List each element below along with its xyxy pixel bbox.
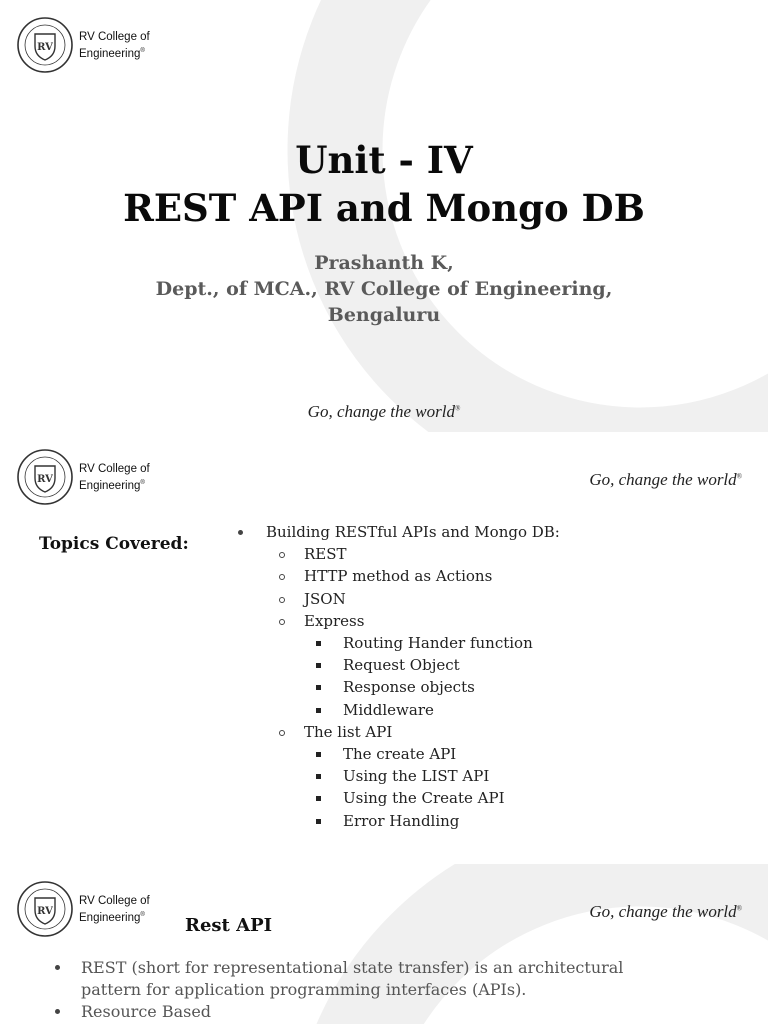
college-logo bbox=[16, 16, 150, 74]
svg-text:RV: RV bbox=[37, 474, 53, 485]
topic-item: Routing Hander function bbox=[343, 634, 533, 652]
bullet-text: REST (short for representational state transfer) is an architectural bbox=[81, 958, 624, 977]
topic-item: Using the Create API bbox=[343, 789, 505, 808]
bullet-square bbox=[316, 708, 321, 713]
tagline: Go, change the world® bbox=[589, 470, 742, 489]
college-name-line1: RV College of bbox=[79, 30, 150, 43]
college-name bbox=[79, 30, 150, 61]
bullet-circle bbox=[279, 730, 285, 736]
registered-mark: ® bbox=[140, 911, 145, 918]
registered-mark: ® bbox=[140, 47, 145, 54]
topic-item: Request Object bbox=[343, 656, 460, 675]
tagline: Go, change the world® bbox=[307, 402, 461, 421]
section-heading: Rest API bbox=[185, 915, 273, 936]
title-slide bbox=[0, 0, 768, 432]
author-line1: Prashanth K, bbox=[314, 252, 454, 274]
rest-api-slide bbox=[0, 864, 768, 1024]
bullet-square bbox=[316, 796, 321, 801]
bullet-circle bbox=[279, 597, 285, 603]
svg-text:RV: RV bbox=[37, 42, 53, 53]
registered-mark: ® bbox=[140, 479, 145, 486]
bullet-circle bbox=[279, 552, 285, 558]
bullet-text: Resource Based bbox=[81, 1002, 212, 1021]
author-line2: Dept., of MCA., RV College of Engineering, bbox=[155, 278, 613, 300]
college-name-line2: Engineering bbox=[79, 911, 141, 924]
bullet-square bbox=[316, 641, 321, 646]
bullet-dot bbox=[238, 530, 243, 535]
college-seal-icon bbox=[16, 448, 74, 506]
svg-text:RV: RV bbox=[37, 906, 53, 917]
college-name-line1: RV College of bbox=[79, 462, 150, 475]
bullet-circle bbox=[279, 574, 285, 580]
bullet-circle bbox=[279, 619, 285, 625]
author-info bbox=[0, 250, 768, 328]
college-logo bbox=[16, 880, 150, 938]
slide-title bbox=[0, 136, 768, 232]
topic-item: JSON bbox=[304, 589, 346, 608]
bullet-square bbox=[316, 819, 321, 824]
college-logo bbox=[16, 448, 150, 506]
bullet-square bbox=[316, 774, 321, 779]
college-name-line2: Engineering bbox=[79, 47, 141, 60]
topic-item: Building RESTful APIs and Mongo DB: bbox=[266, 523, 560, 541]
topic-item: Response objects bbox=[343, 678, 475, 697]
topic-item: Express bbox=[304, 611, 365, 630]
topic-item: REST bbox=[304, 545, 347, 564]
college-name bbox=[79, 894, 150, 925]
bullet-square bbox=[316, 752, 321, 757]
bullet-square bbox=[316, 663, 321, 668]
tagline: Go, change the world® bbox=[589, 902, 742, 921]
topic-item: Error Handling bbox=[343, 811, 460, 830]
topic-item: The list API bbox=[304, 722, 393, 741]
title-line1: Unit - IV bbox=[295, 138, 473, 182]
topics-heading: Topics Covered: bbox=[39, 534, 189, 554]
college-name-line1: RV College of bbox=[79, 894, 150, 907]
bullet-text: pattern for application programming interfaces (APIs). bbox=[81, 980, 527, 999]
college-name-line2: Engineering bbox=[79, 479, 141, 492]
college-seal-icon bbox=[16, 880, 74, 938]
title-line2: REST API and Mongo DB bbox=[123, 186, 645, 230]
college-name bbox=[79, 462, 150, 493]
bullet-dot bbox=[55, 1009, 60, 1014]
author-line3: Bengaluru bbox=[327, 304, 441, 326]
topic-item: Using the LIST API bbox=[343, 767, 490, 786]
topic-item: Middleware bbox=[343, 700, 434, 719]
topics-slide bbox=[0, 432, 768, 864]
topic-item: HTTP method as Actions bbox=[304, 567, 493, 586]
bullet-square bbox=[316, 685, 321, 690]
bullet-dot bbox=[55, 965, 60, 970]
college-seal-icon bbox=[16, 16, 74, 74]
topic-item: The create API bbox=[343, 745, 457, 763]
